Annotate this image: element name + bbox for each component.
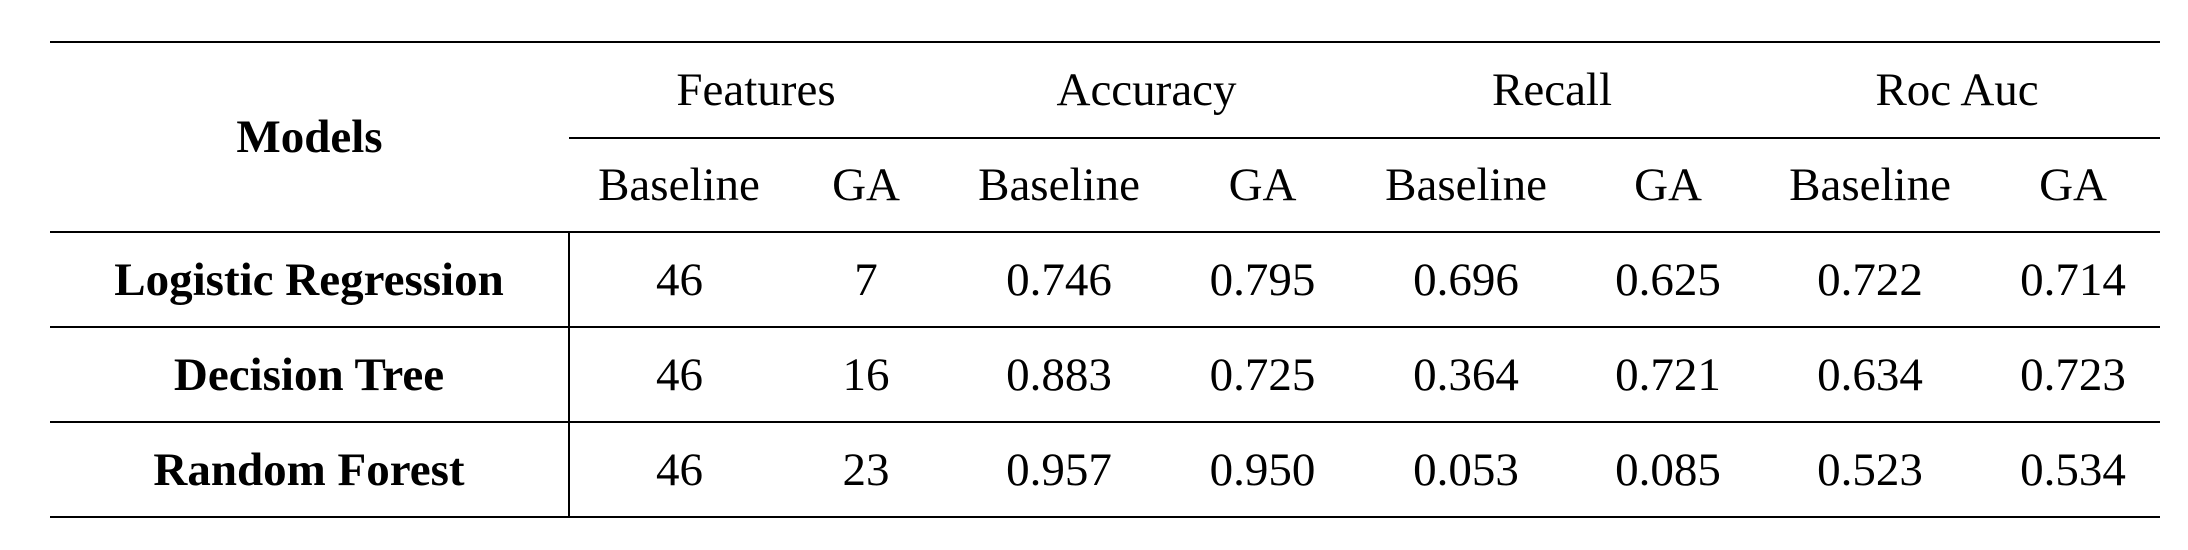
value-cell: 0.723: [1986, 327, 2160, 422]
features-baseline-header: Baseline: [569, 138, 789, 232]
value-cell: 46: [569, 422, 789, 517]
value-cell: 0.883: [943, 327, 1175, 422]
value-cell: 0.950: [1175, 422, 1350, 517]
table-row: [50, 327, 2160, 422]
model-name-cell: Logistic Regression: [50, 232, 569, 327]
recall-baseline-header: Baseline: [1350, 138, 1582, 232]
value-cell: 23: [789, 422, 943, 517]
features-group-header: Features: [569, 42, 943, 138]
results-table: [50, 41, 2160, 518]
model-name-cell: Random Forest: [50, 422, 569, 517]
value-cell: 7: [789, 232, 943, 327]
value-cell: 46: [569, 232, 789, 327]
accuracy-ga-header: GA: [1175, 138, 1350, 232]
value-cell: 0.625: [1582, 232, 1754, 327]
header-row-groups: [50, 42, 2160, 138]
accuracy-group-header: Accuracy: [943, 42, 1350, 138]
models-column-header: Models: [50, 42, 569, 232]
recall-ga-header: GA: [1582, 138, 1754, 232]
value-cell: 0.053: [1350, 422, 1582, 517]
table-row: [50, 232, 2160, 327]
roc-auc-group-header: Roc Auc: [1754, 42, 2160, 138]
results-table-container: [50, 41, 2160, 518]
value-cell: 0.634: [1754, 327, 1986, 422]
value-cell: 0.523: [1754, 422, 1986, 517]
value-cell: 46: [569, 327, 789, 422]
value-cell: 0.957: [943, 422, 1175, 517]
value-cell: 0.364: [1350, 327, 1582, 422]
recall-group-header: Recall: [1350, 42, 1754, 138]
value-cell: 0.725: [1175, 327, 1350, 422]
value-cell: 0.085: [1582, 422, 1754, 517]
roc-auc-baseline-header: Baseline: [1754, 138, 1986, 232]
roc-auc-ga-header: GA: [1986, 138, 2160, 232]
value-cell: 0.721: [1582, 327, 1754, 422]
features-ga-header: GA: [789, 138, 943, 232]
value-cell: 16: [789, 327, 943, 422]
accuracy-baseline-header: Baseline: [943, 138, 1175, 232]
value-cell: 0.795: [1175, 232, 1350, 327]
value-cell: 0.722: [1754, 232, 1986, 327]
value-cell: 0.746: [943, 232, 1175, 327]
value-cell: 0.696: [1350, 232, 1582, 327]
value-cell: 0.714: [1986, 232, 2160, 327]
value-cell: 0.534: [1986, 422, 2160, 517]
table-row: [50, 422, 2160, 517]
model-name-cell: Decision Tree: [50, 327, 569, 422]
